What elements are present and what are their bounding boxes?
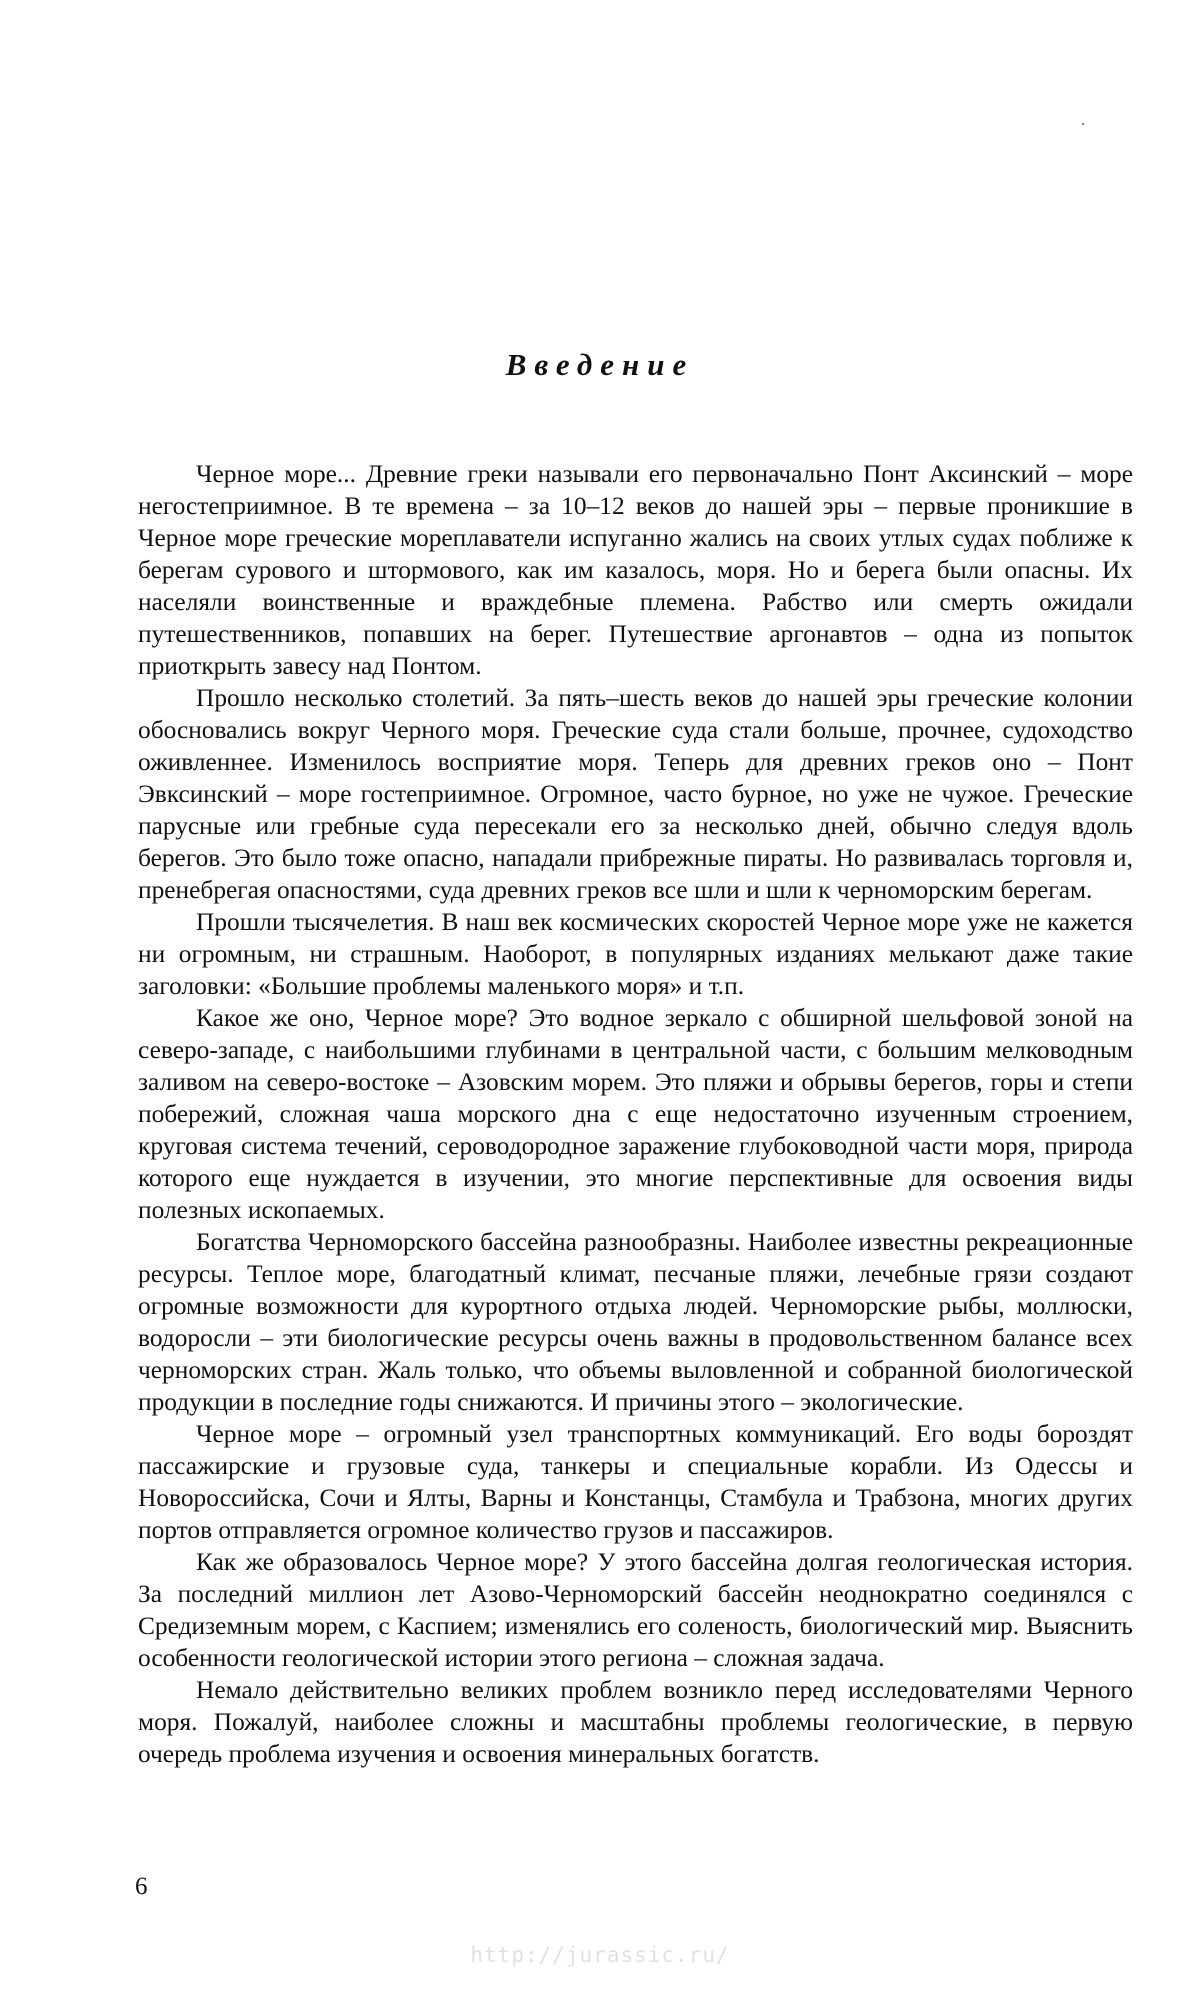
- watermark-url: http://jurassic.ru/: [470, 1943, 730, 1967]
- scan-speck: [1082, 123, 1084, 125]
- paragraph-1: Черное море... Древние греки называли его первоначально Понт Аксинский – море негостеприимное. В те времена – за 10–12 веков до нашей эры – первые проникшие в Черное море греческие мореплаватели испуганно жались на своих утлых судах поближе к берегам сурового и штормового, как им казалось, моря. Но и берега были опасны. Их населяли воинственные и враждебные племена. Рабство или смерть ожидали путешественников, попавших на берег. Путешествие аргонавтов – одна из попыток приоткрыть завесу над Понтом.: [138, 460, 1133, 680]
- paragraph-6: Черное море – огромный узел транспортных коммуникаций. Его воды бороздят пассажирские и грузовые суда, танкеры и специальные корабли. Из Одессы и Новороссийска, Сочи и Ялты, Варны и Констанцы, Стамбула и Трабзона, многих других портов отправляется огромное количество грузов и пассажиров.: [138, 1420, 1133, 1544]
- paragraph-3: Прошли тысячелетия. В наш век космических скоростей Черное море уже не кажется ни огромным, ни страшным. Наоборот, в популярных изданиях мелькают даже такие заголовки: «Большие проблемы маленького моря» и т.п.: [138, 908, 1133, 1000]
- paragraph-7: Как же образовалось Черное море? У этого бассейна долгая геологическая история. За последний миллион лет Азово-Черноморский бассейн неоднократно соединялся с Средиземным морем, с Каспием; изменялись его соленость, биологический мир. Выяснить особенности геологической истории этого региона – сложная задача.: [138, 1548, 1133, 1672]
- body-text: [138, 458, 1133, 1770]
- paragraph-2: Прошло несколько столетий. За пять–шесть веков до нашей эры греческие колонии обосновались вокруг Черного моря. Греческие суда стали больше, прочнее, судоходство оживленнее. Изменилось восприятие моря. Теперь для древних греков оно – Понт Эвксинский – море гостеприимное. Огромное, часто бурное, но уже не чужое. Греческие парусные или гребные суда пересекали его за несколько дней, обычно следуя вдоль берегов. Это было тоже опасно, нападали прибрежные пираты. Но развивалась торговля и, пренебрегая опасностями, суда древних греков все шли и шли к черноморским берегам.: [138, 684, 1133, 904]
- paragraph-4: Какое же оно, Черное море? Это водное зеркало с обширной шельфовой зоной на северо-западе, с наибольшими глубинами в центральной части, с большим мелководным заливом на северо-востоке – Азовским морем. Это пляжи и обрывы берегов, горы и степи побережий, сложная чаша морского дна с еще недостаточно изученным строением, круговая система течений, сероводородное заражение глубоководной части моря, природа которого еще нуждается в изучении, это многие перспективные для освоения виды полезных ископаемых.: [138, 1004, 1133, 1224]
- paragraph-8: Немало действительно великих проблем возникло перед исследователями Черного моря. Пожалуй, наиболее сложны и масштабны проблемы геологические, в первую очередь проблема изучения и освоения минеральных богатств.: [138, 1676, 1133, 1768]
- paragraph-5: Богатства Черноморского бассейна разнообразны. Наиболее известны рекреационные ресурсы. Теплое море, благодатный климат, песчаные пляжи, лечебные грязи создают огромные возможности для курортного отдыха людей. Черноморские рыбы, моллюски, водоросли – эти биологические ресурсы очень важны в продовольственном балансе всех черноморских стран. Жаль только, что объемы выловленной и собранной биологической продукции в последние годы снижаются. И причины этого – экологические.: [138, 1228, 1133, 1416]
- page-title: Введение: [505, 347, 695, 382]
- page-number: 6: [135, 1873, 148, 1900]
